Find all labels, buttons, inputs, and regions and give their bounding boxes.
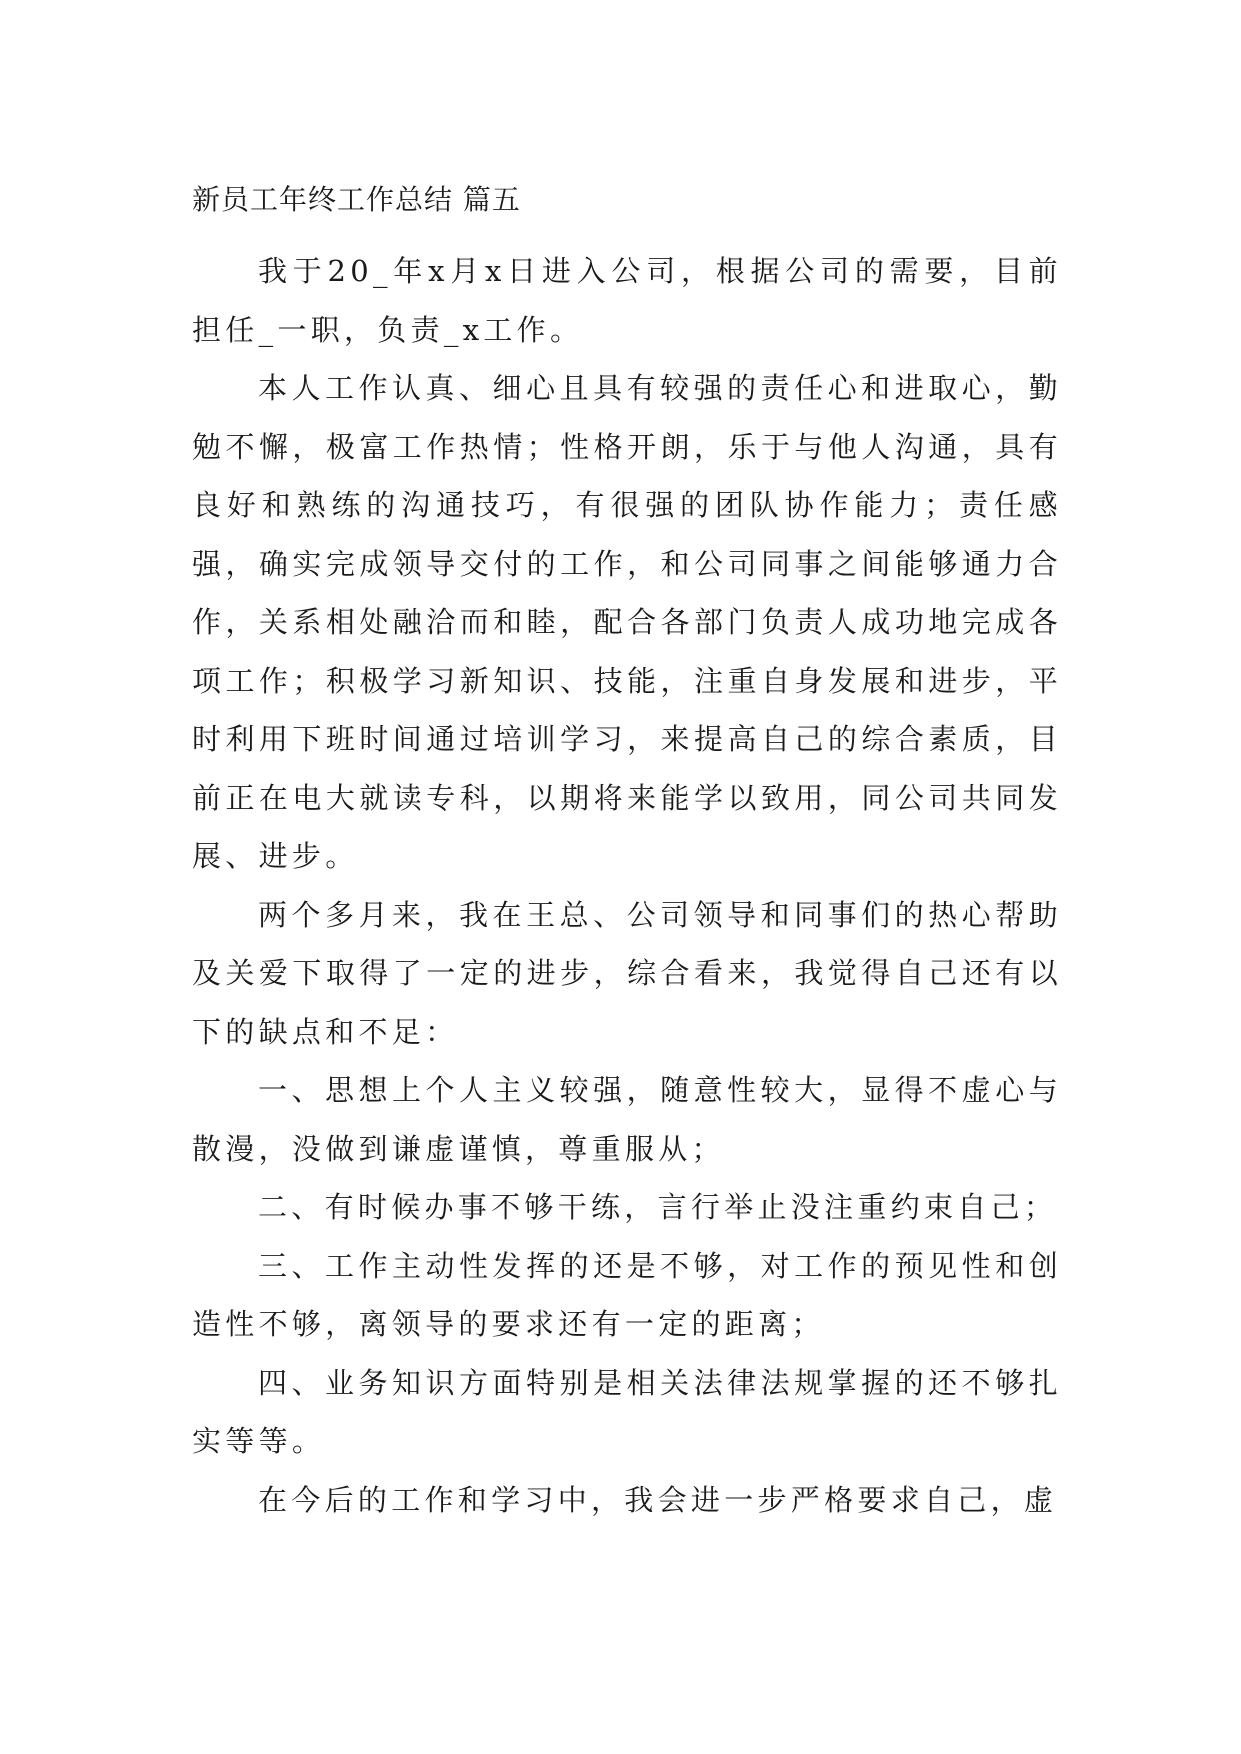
paragraph-shortcoming-3: 三、工作主动性发挥的还是不够，对工作的预见性和创造性不够，离领导的要求还有一定的距离； (192, 1248, 1062, 1341)
paragraph-shortcoming-1: 一、思想上个人主义较强，随意性较大，显得不虚心与散漫，没做到谦虚谨慎，尊重服从； (192, 1073, 1062, 1166)
paragraph-shortcoming-2: 二、有时候办事不够干练，言行举止没注重约束自己； (258, 1190, 1058, 1224)
paragraph-intro: 我于20_年x月x日进入公司，根据公司的需要，目前担任_一职，负责_x工作。 (192, 254, 1062, 347)
document-title: 新员工年终工作总结 篇五 (192, 183, 521, 216)
document-body (192, 180, 1062, 1529)
paragraph-self-assessment: 本人工作认真、细心且具有较强的责任心和进取心，勤勉不懈，极富工作热情；性格开朗，乐于与他人沟通，具有良好和熟练的沟通技巧，有很强的团队协作能力；责任感强，确实完成领导交付的工作，和公司同事之间能够通力合作，关系相处融洽而和睦，配合各部门负责人成功地完成各项工作；积极学习新知识、技能，注重自身发展和进步，平时利用下班时间通过培训学习，来提高自己的综合素质，目前正在电大就读专科，以期将来能学以致用，同公司共同发展、进步。 (192, 371, 1062, 873)
paragraph-progress: 两个多月来，我在王总、公司领导和同事们的热心帮助及关爱下取得了一定的进步，综合看来，我觉得自己还有以下的缺点和不足： (192, 897, 1062, 1049)
paragraph-future-plan: 在今后的工作和学习中，我会进一步严格要求自己，虚 (258, 1482, 1058, 1517)
paragraph-shortcoming-4: 四、业务知识方面特别是相关法律法规掌握的还不够扎实等等。 (192, 1365, 1062, 1458)
